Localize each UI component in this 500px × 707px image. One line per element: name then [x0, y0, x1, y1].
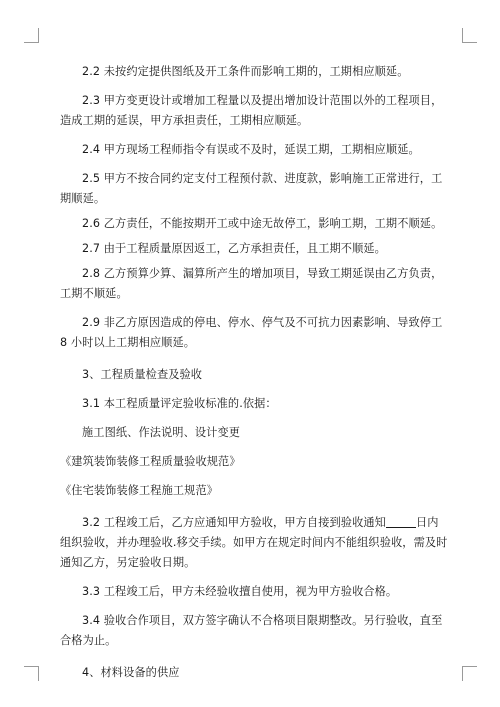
days-blank: [386, 514, 416, 528]
section-3-heading: 3、工程质量检查及验收: [82, 368, 203, 381]
section-4-heading: 4、材料设备的供应: [82, 666, 180, 679]
document-body: [60, 62, 448, 683]
clause-2-3: 2.3 甲方变更设计或增加工程量以及提出增加设计范围以外的工程项目，造成工期的延误，甲方承担责任，工期相应顺延。: [60, 94, 443, 127]
basis-drawings: 施工图纸、作法说明、设计变更: [82, 426, 241, 439]
crop-mark-top-right: [462, 28, 477, 43]
clause-2-4: 2.4 甲方现场工程师指令有误或不及时，延误工期，工期相应顺延。: [82, 143, 420, 156]
crop-mark-bottom-right: [462, 666, 477, 681]
clause-3-2: [60, 513, 448, 573]
clause-2-5: 2.5 甲方不按合同约定支付工程预付款、进度款，影响施工正常进行，工期顺延。: [60, 172, 443, 205]
clause-3-4: 3.4 验收合作项目，双方签字确认不合格项目限期整改。另行验收，直至合格为止。: [60, 614, 443, 647]
basis-construction-standard: 《住宅装饰装修工程施工规范》: [60, 484, 219, 497]
clause-2-6: 2.6 乙方责任，不能按期开工或中途无故停工，影响工期，工期不顺延。: [82, 217, 443, 230]
clause-3-2-part-a: 3.2 工程竣工后，乙方应通知甲方验收，甲方自接到验收通知: [82, 516, 386, 529]
basis-quality-standard: 《建筑装饰装修工程质量验收规范》: [60, 455, 241, 468]
clause-2-8: 2.8 乙方预算少算、漏算所产生的增加项目，导致工期延误由乙方负责，工期不顺延。: [60, 267, 443, 300]
clause-2-9: 2.9 非乙方原因造成的停电、停水、停气及不可抗力因素影响、导致停工 8 小时以上工期相应顺延。: [60, 316, 443, 349]
crop-mark-top-left: [24, 28, 39, 43]
crop-mark-bottom-left: [24, 666, 39, 681]
clause-3-2-part-b: 日内组织验收，并办理验收.移交手续。如甲方在规定时间内不能组织验收，需及时通知乙方，另定验收日期。: [60, 516, 448, 569]
clause-2-7: 2.7 由于工程质量原因返工，乙方承担责任，且工期不顺延。: [82, 242, 386, 255]
clause-3-3: 3.3 工程竣工后，甲方未经验收擅自使用，视为甲方验收合格。: [82, 585, 398, 598]
clause-3-1: 3.1 本工程质量评定验收标准的.依据：: [82, 397, 277, 410]
clause-2-2: 2.2 未按约定提供图纸及开工条件而影响工期的，工期相应顺延。: [82, 65, 409, 78]
